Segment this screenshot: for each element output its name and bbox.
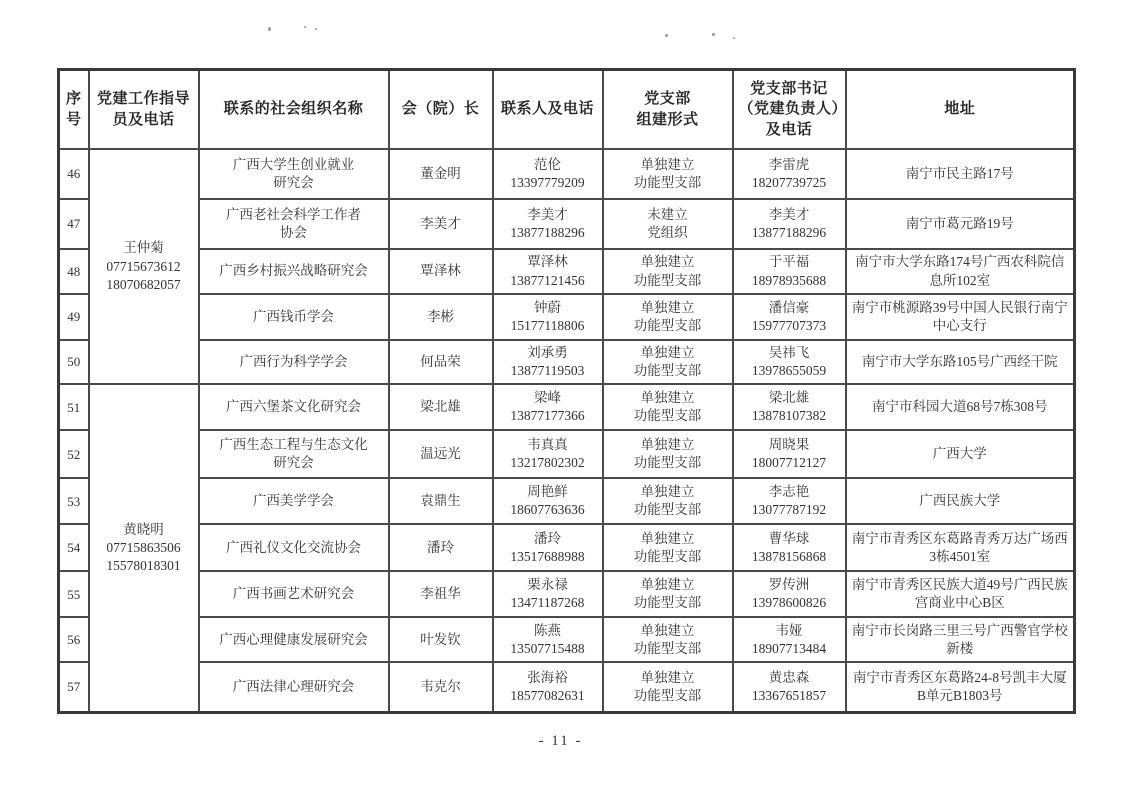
cell-instructor-group2: 黄晓明 07715863506 15578018301	[89, 384, 199, 712]
cell-address: 南宁市长岗路三里三号广西警官学校新楼	[846, 617, 1075, 662]
table-row	[59, 249, 1075, 294]
cell-org: 广西生态工程与生态文化 研究会	[199, 430, 389, 478]
table-header-row	[59, 70, 1075, 150]
cell-form: 单独建立 功能型支部	[603, 340, 733, 384]
cell-no: 53	[59, 478, 89, 524]
cell-address: 南宁市科园大道68号7栋308号	[846, 384, 1075, 430]
cell-no: 57	[59, 662, 89, 712]
cell-org: 广西行为科学学会	[199, 340, 389, 384]
scan-speck	[315, 28, 317, 30]
cell-org: 广西大学生创业就业 研究会	[199, 149, 389, 199]
table-row	[59, 617, 1075, 662]
header-org: 联系的社会组织名称	[199, 70, 389, 150]
page-number: - 11 -	[538, 733, 583, 749]
cell-no: 46	[59, 149, 89, 199]
cell-address: 广西大学	[846, 430, 1075, 478]
scan-speck	[268, 27, 271, 31]
cell-form: 单独建立 功能型支部	[603, 571, 733, 617]
cell-no: 55	[59, 571, 89, 617]
header-form: 党支部 组建形式	[603, 70, 733, 150]
cell-president: 潘玲	[389, 524, 493, 571]
cell-org: 广西乡村振兴战略研究会	[199, 249, 389, 294]
cell-no: 51	[59, 384, 89, 430]
cell-form: 单独建立 功能型支部	[603, 524, 733, 571]
cell-no: 50	[59, 340, 89, 384]
cell-no: 49	[59, 294, 89, 340]
scan-speck	[665, 34, 668, 37]
cell-secretary: 梁北雄 13878107382	[733, 384, 846, 430]
cell-form: 单独建立 功能型支部	[603, 617, 733, 662]
cell-no: 52	[59, 430, 89, 478]
cell-no: 47	[59, 199, 89, 249]
cell-org: 广西钱币学会	[199, 294, 389, 340]
cell-secretary: 李美才 13877188296	[733, 199, 846, 249]
cell-form: 单独建立 功能型支部	[603, 249, 733, 294]
cell-form: 单独建立 功能型支部	[603, 478, 733, 524]
scan-speck	[304, 26, 306, 28]
cell-org: 广西六堡茶文化研究会	[199, 384, 389, 430]
table-row	[59, 524, 1075, 571]
cell-form: 单独建立 功能型支部	[603, 149, 733, 199]
cell-address: 南宁市民主路17号	[846, 149, 1075, 199]
cell-president: 袁鼎生	[389, 478, 493, 524]
cell-secretary: 潘信豪 15977707373	[733, 294, 846, 340]
cell-org: 广西法律心理研究会	[199, 662, 389, 712]
table-row	[59, 384, 1075, 430]
header-secretary: 党支部书记（党建负责人）及电话	[733, 70, 846, 150]
cell-secretary: 曹华球 13878156868	[733, 524, 846, 571]
cell-org: 广西礼仪文化交流协会	[199, 524, 389, 571]
table-row	[59, 430, 1075, 478]
cell-secretary: 韦娅 18907713484	[733, 617, 846, 662]
table-row	[59, 478, 1075, 524]
cell-address: 南宁市青秀区民族大道49号广西民族宫商业中心B区	[846, 571, 1075, 617]
cell-secretary: 周晓果 18007712127	[733, 430, 846, 478]
cell-contact: 李美才 13877188296	[493, 199, 603, 249]
cell-contact: 覃泽林 13877121456	[493, 249, 603, 294]
scan-speck	[733, 37, 735, 39]
cell-contact: 周艳鲜 18607763636	[493, 478, 603, 524]
cell-president: 覃泽林	[389, 249, 493, 294]
cell-president: 李祖华	[389, 571, 493, 617]
cell-form: 单独建立 功能型支部	[603, 384, 733, 430]
cell-contact: 钟蔚 15177118806	[493, 294, 603, 340]
cell-contact: 张海裕 18577082631	[493, 662, 603, 712]
header-address: 地址	[846, 70, 1075, 150]
cell-org: 广西心理健康发展研究会	[199, 617, 389, 662]
header-instructor: 党建工作指导员及电话	[89, 70, 199, 150]
cell-president: 梁北雄	[389, 384, 493, 430]
table-row	[59, 199, 1075, 249]
cell-form: 未建立 党组织	[603, 199, 733, 249]
cell-address: 南宁市大学东路174号广西农科院信息所102室	[846, 249, 1075, 294]
cell-address: 南宁市青秀区东葛路青秀万达广场西3栋4501室	[846, 524, 1075, 571]
table-row	[59, 294, 1075, 340]
cell-form: 单独建立 功能型支部	[603, 662, 733, 712]
cell-contact: 梁峰 13877177366	[493, 384, 603, 430]
table-row	[59, 571, 1075, 617]
cell-address: 南宁市桃源路39号中国人民银行南宁中心支行	[846, 294, 1075, 340]
cell-contact: 栗永禄 13471187268	[493, 571, 603, 617]
cell-president: 叶发钦	[389, 617, 493, 662]
cell-contact: 刘承勇 13877119503	[493, 340, 603, 384]
cell-president: 何品荣	[389, 340, 493, 384]
cell-address: 广西民族大学	[846, 478, 1075, 524]
cell-form: 单独建立 功能型支部	[603, 430, 733, 478]
header-no: 序号	[59, 70, 89, 150]
scan-speck	[712, 33, 715, 36]
cell-president: 温远光	[389, 430, 493, 478]
cell-president: 董金明	[389, 149, 493, 199]
cell-secretary: 罗传洲 13978600826	[733, 571, 846, 617]
org-party-building-table	[57, 68, 1076, 714]
cell-org: 广西老社会科学工作者 协会	[199, 199, 389, 249]
cell-secretary: 于平福 18978935688	[733, 249, 846, 294]
cell-secretary: 李雷虎 18207739725	[733, 149, 846, 199]
cell-president: 韦克尔	[389, 662, 493, 712]
cell-no: 56	[59, 617, 89, 662]
cell-address: 南宁市大学东路105号广西经干院	[846, 340, 1075, 384]
cell-no: 54	[59, 524, 89, 571]
cell-contact: 韦真真 13217802302	[493, 430, 603, 478]
cell-contact: 陈燕 13507715488	[493, 617, 603, 662]
cell-address: 南宁市青秀区东葛路24-8号凯丰大厦B单元B1803号	[846, 662, 1075, 712]
cell-secretary: 李志艳 13077787192	[733, 478, 846, 524]
cell-contact: 潘玲 13517688988	[493, 524, 603, 571]
cell-secretary: 黄忠森 13367651857	[733, 662, 846, 712]
cell-org: 广西书画艺术研究会	[199, 571, 389, 617]
cell-no: 48	[59, 249, 89, 294]
cell-instructor-group1: 王仲菊 07715673612 18070682057	[89, 149, 199, 384]
table-row	[59, 340, 1075, 384]
table-row	[59, 662, 1075, 712]
cell-form: 单独建立 功能型支部	[603, 294, 733, 340]
cell-org: 广西美学学会	[199, 478, 389, 524]
header-president: 会（院）长	[389, 70, 493, 150]
cell-contact: 范伦 13397779209	[493, 149, 603, 199]
cell-address: 南宁市葛元路19号	[846, 199, 1075, 249]
cell-president: 李彬	[389, 294, 493, 340]
table-row	[59, 149, 1075, 199]
header-contact: 联系人及电话	[493, 70, 603, 150]
cell-president: 李美才	[389, 199, 493, 249]
cell-secretary: 吴祎飞 13978655059	[733, 340, 846, 384]
